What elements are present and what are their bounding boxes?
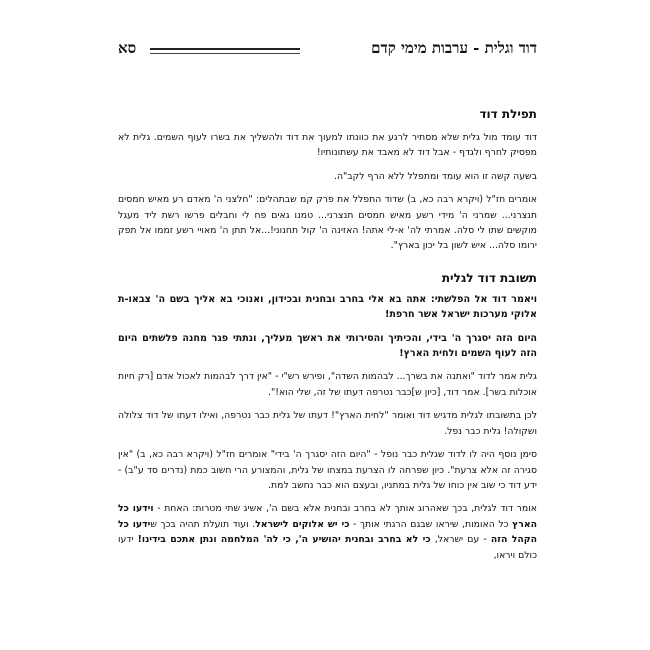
- paragraph: לכן בתשובתו לגלית מדגיש דוד ואומר "לחית הארץ"! דעתו של גלית כבר נטרפה, ואילו דעתו של דוד צלולה ושקולה! גלית כבר נפל.: [118, 410, 537, 437]
- running-header: [118, 28, 537, 58]
- text-run: אומר דוד לגלית, בכך שאהרוג אותך לא בחרב ובחנית אלא בשם ה', אשיג שתי מטרות: האחת -: [153, 503, 537, 515]
- text-run: . ועוד תועלת תהיה בכך ש: [150, 518, 256, 530]
- text-run: ידעו כולם ויראו,: [118, 534, 537, 561]
- section-title-prayer: תפילת דוד: [479, 107, 537, 121]
- page-number: סא: [118, 39, 137, 57]
- header-title: דוד וגלית - ערבות מימי קדם: [371, 39, 537, 57]
- text-run: כל האומות, שיראו שבגם הרגתי אותך -: [349, 518, 513, 530]
- paragraph: סימן נוסף היה לו לדוד שגלית כבר נופל - "היום הזה יסגרך ה' בידי" אומרים חז"ל (ויקרא רבה כא, ב) "אין סגירה זה אלא צרעת". כיון שפרחה לו הצרעת במצחו של גלית, והמצורע הרי חשוב כמת (נדרים סד ע"ב) - ידע דוד כי שוב אין כוחו של גלית במתניו, ובעצם הוא כבר נחשב למת.: [118, 449, 537, 491]
- section-title-answer: תשובת דוד לגלית: [441, 270, 537, 285]
- bold-run: וידעו כל הארץ: [118, 503, 538, 530]
- paragraph: גלית אמר לדוד "ואתנה את בשרך... לבהמות השדה", ופירש רש"י - "אין דרך לבהמות לאכול אדם [רק חיות אוכלות בשר]. אמר דוד, [כיון ש]כבר נטרפה דעתו של זה, שלי הוא!".: [118, 371, 537, 398]
- document-page: [118, 28, 537, 571]
- bold-verse: ויאמר דוד אל הפלשתי: אתה בא אלי בחרב ובחנית ובכידון, ואנוכי בא אליך בשם ה' צבאו-ת אלוקי מערכות ישראל אשר חרפת!: [118, 293, 537, 321]
- bold-verse: היום הזה יסגרך ה' בידי, והכיתיך והסירותי את ראשך מעליך, ונתתי פגר מחנה פלשתים היום הזה לעוף השמים ולחית הארץ!: [118, 332, 537, 360]
- bold-run: כי לא בחרב ובחנית יהושיע ה', כי לה' המלחמה ונתן אתכם בידינו!: [137, 534, 431, 546]
- bold-run: כי יש אלוקים לישראל: [255, 518, 350, 530]
- paragraph: אומרים חז"ל (ויקרא רבה כא, ב) שדוד התפלל את פרק קמ שבתהלים: "חלצני ה' מאדם רע מאיש חמסים תנצרני... שמרני ה' מידי רשע מאיש חמסים תנצרני... טמנו גאים פח לי וחבלים פרשו רשת ליד מעגל מוקשים שתו לי סלה. אמרתי לה' א-לי אתה! האזינה ה' קול תחנוני!...אל תתן ה' מאויי רשע זממו אל תפק ירומו סלה... איש לשון בל יכון בארץ".: [118, 194, 537, 252]
- paragraph: [118, 501, 537, 563]
- paragraph: דוד עומד מול גלית שלא מסתיר לרגע את כוונתו למעוך את דוד ולהשליך את בשרו לעוף השמים. גלית לא מפסיק לחרף ולגדף - אבל דוד לא מאבד את עשתונותיו!: [118, 132, 537, 159]
- paragraph: בשעה קשה זו הוא עומד ומתפלל ללא הרף לקב"ה.: [333, 170, 537, 182]
- header-decorative-rule: [150, 48, 300, 54]
- bold-run: ידעו כל הקהל הזה: [118, 518, 537, 546]
- text-run: - עם ישראל,: [430, 534, 491, 546]
